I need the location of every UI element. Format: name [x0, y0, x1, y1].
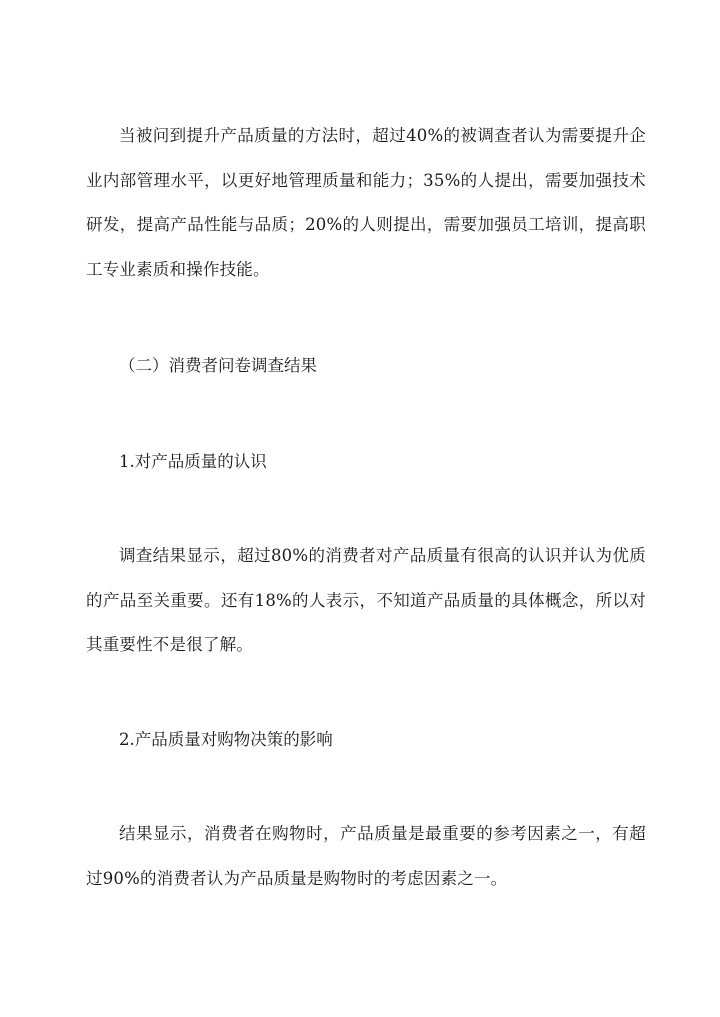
paragraph-quality-awareness: 调查结果显示，超过80%的消费者对产品质量有很高的认识并认为优质的产品至关重要。还有18%的人表示，不知道产品质量的具体概念，所以对其重要性不是很了解。: [86, 546, 646, 654]
paragraph-purchase-decision: 结果显示，消费者在购物时，产品质量是最重要的参考因素之一，有超过90%的消费者认为产品质量是购物时的考虑因素之一。: [86, 824, 646, 888]
subheading-quality-awareness: 1.对产品质量的认识: [119, 452, 267, 471]
subheading-purchase-decision: 2.产品质量对购物决策的影响: [119, 730, 333, 749]
paragraph-improvement-methods: 当被问到提升产品质量的方法时，超过40%的被调查者认为需要提升企业内部管理水平，以更好地管理质量和能力；35%的人提出，需要加强技术研发，提高产品性能与品质；20%的人则提出，需要加强员工培训，提高职工专业素质和操作技能。: [86, 126, 646, 279]
section-heading-consumer-survey: （二）消费者问卷调查结果: [119, 356, 317, 375]
